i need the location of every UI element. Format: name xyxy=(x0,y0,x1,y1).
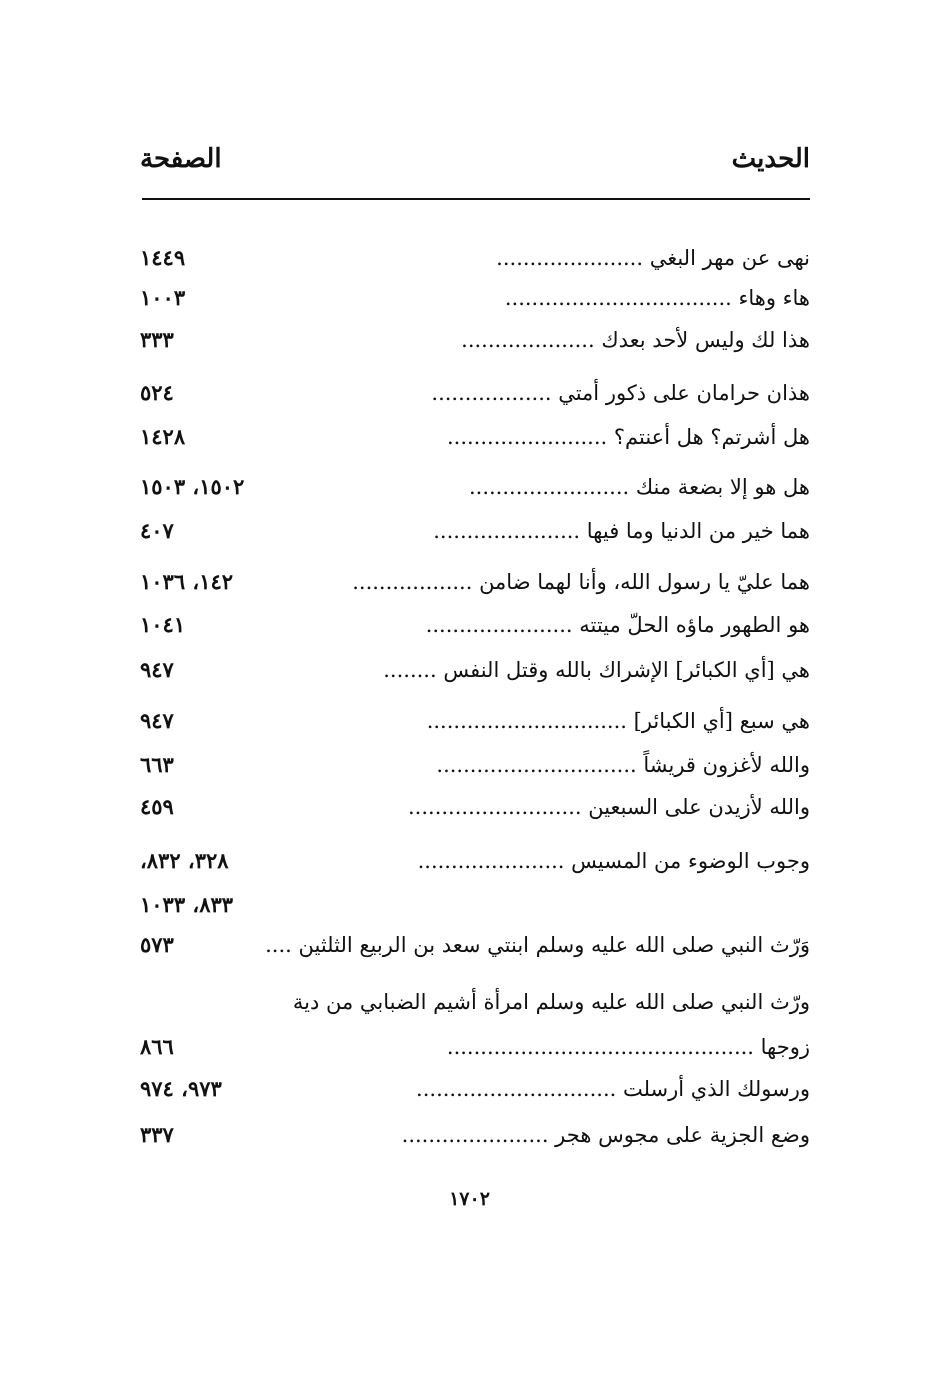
index-entry xyxy=(140,567,810,599)
page-reference: ١٤٤٩ xyxy=(140,245,186,270)
hadith-text: هي سبع [أي الكبائر] .............................. xyxy=(426,709,810,733)
page-reference: ٥٢٤ xyxy=(140,380,174,405)
hadith-column-heading: الحديث xyxy=(731,144,810,174)
index-entry xyxy=(140,516,810,548)
hadith-text: ورسولك الذي أرسلت .............................. xyxy=(416,1077,810,1101)
index-entry xyxy=(140,1120,810,1152)
hadith-text: وَرّث النبي صلى الله عليه وسلم ابنتي سعد بن الربيع الثلثين .... xyxy=(265,933,810,957)
index-entry xyxy=(140,243,810,275)
hadith-text: هل هو إلا بضعة منك ........................ xyxy=(468,475,810,499)
page-reference: ٩٤٧ xyxy=(140,657,174,682)
index-entry xyxy=(140,750,810,782)
index-entry xyxy=(140,610,810,642)
page-reference: ٨٣٣، ١٠٣٣ xyxy=(140,892,234,917)
page-reference: ١٠٤١ xyxy=(140,612,186,637)
hadith-text: هذا لك وليس لأحد بعدك .................... xyxy=(461,328,810,352)
hadith-text: وجوب الوضوء من المسيس ...................... xyxy=(417,849,810,873)
page-number: ١٧٠٢ xyxy=(449,1188,490,1210)
index-entry xyxy=(140,930,810,962)
index-entry xyxy=(140,987,810,1019)
page-reference: ٩٤٧ xyxy=(140,708,174,733)
page-reference: ٨٦٦ xyxy=(140,1034,174,1059)
index-entry xyxy=(140,706,810,738)
index-entry xyxy=(140,1074,810,1106)
index-entry xyxy=(140,792,810,824)
index-entry xyxy=(140,283,810,315)
page-reference: ٣٣٣ xyxy=(140,327,174,352)
hadith-text: هما خير من الدنيا وما فيها ...................... xyxy=(433,519,810,543)
page-reference: ٤٠٧ xyxy=(140,518,174,543)
page-reference: ١٤٢٨ xyxy=(140,424,186,449)
index-entry xyxy=(140,655,810,687)
page-column-heading: الصفحة xyxy=(140,144,222,174)
page-reference: ٣٣٧ xyxy=(140,1122,174,1147)
hadith-text: والله لأغزون قريشاً .............................. xyxy=(436,753,810,777)
index-entry-continuation xyxy=(140,1032,810,1064)
hadith-text: هاء وهاء .................................. xyxy=(504,286,810,310)
index-entry xyxy=(140,325,810,357)
hadith-text: زوجها .............................................. xyxy=(446,1035,810,1059)
hadith-text: نهى عن مهر البغي ...................... xyxy=(496,246,810,270)
hadith-text: هذان حرامان على ذكور أمتي .................. xyxy=(431,381,810,405)
page-reference: ١٠٠٣ xyxy=(140,285,186,310)
index-entry xyxy=(140,846,810,878)
page-reference: ٣٢٨، ٨٣٢، xyxy=(140,848,229,873)
page-reference: ١٥٠٢، ١٥٠٣ xyxy=(140,474,245,499)
index-entry xyxy=(140,378,810,410)
hadith-text: هي [أي الكبائر] الإشراك بالله وقتل النفس ........ xyxy=(383,658,810,682)
hadith-text: هو الطهور ماؤه الحلّ ميتته ...................... xyxy=(425,613,810,637)
hadith-text: ورّث النبي صلى الله عليه وسلم امرأة أشيم الضبابي من دية xyxy=(292,990,810,1014)
page-reference: ٩٧٣، ٩٧٤ xyxy=(140,1076,222,1101)
header-divider xyxy=(142,198,810,200)
page-reference: ٦٦٣ xyxy=(140,752,174,777)
index-entry-continuation xyxy=(140,890,810,922)
page-reference: ٤٥٩ xyxy=(140,794,174,819)
page-reference: ١٤٢، ١٠٣٦ xyxy=(140,569,234,594)
index-entry xyxy=(140,422,810,454)
hadith-text: وضع الجزية على مجوس هجر ...................... xyxy=(401,1123,810,1147)
hadith-text: هل أشرتم؟ هل أعنتم؟ ........................ xyxy=(446,425,810,449)
table-header xyxy=(140,138,810,188)
page-reference: ٥٧٣ xyxy=(140,932,174,957)
hadith-text: هما عليّ يا رسول الله، وأنا لهما ضامن .................. xyxy=(352,570,810,594)
hadith-text: والله لأزيدن على السبعين .......................... xyxy=(408,795,810,819)
index-entry xyxy=(140,472,810,504)
